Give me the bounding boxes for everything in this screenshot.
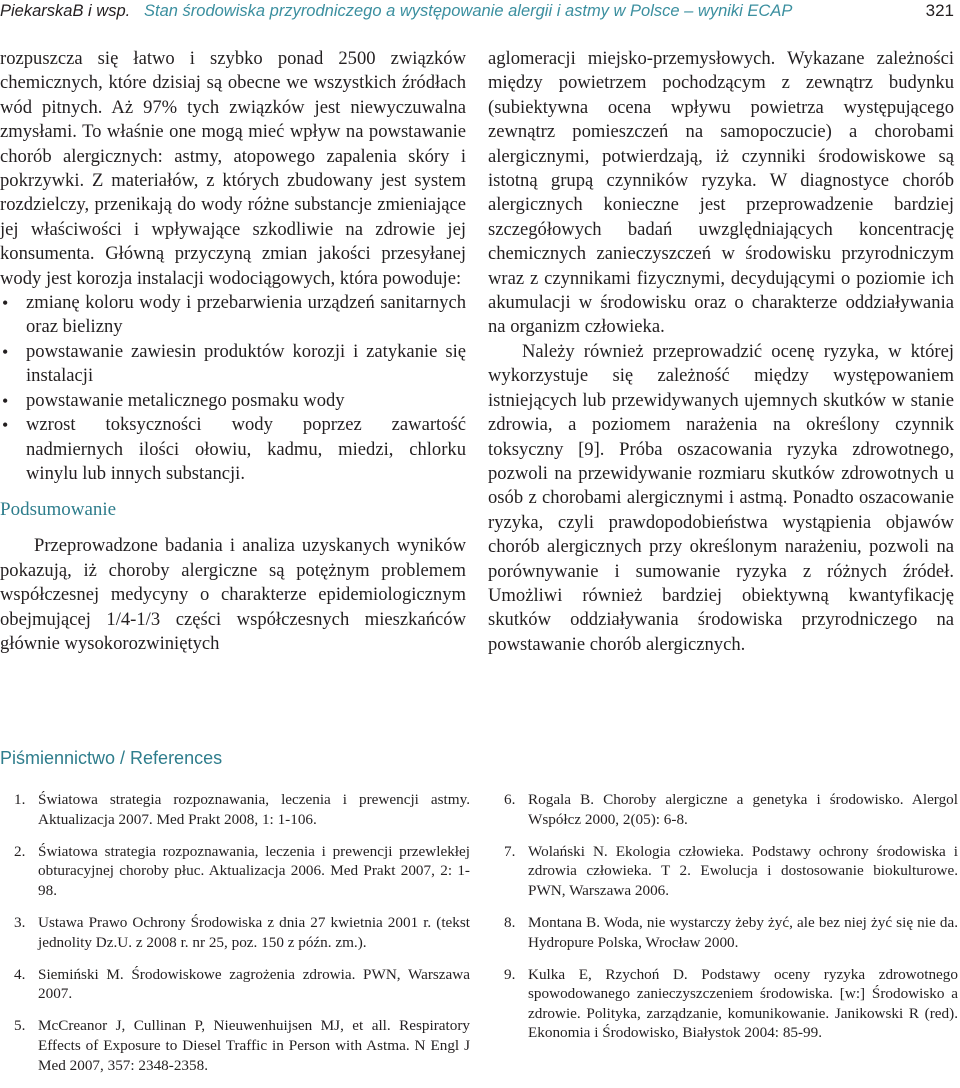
reference-item [0,790,470,829]
running-head-authors: PiekarskaB i wsp. [0,2,131,20]
references-heading: Piśmiennictwo / References [0,748,223,768]
right-column [488,47,954,657]
reference-text: Wolański N. Ekologia człowieka. Podstawy ochrony środowiska i zdrowia człowieka. T 2. Ewolucja i dostosowanie biokulturowe. PWN, Warszawa 2006. [528,842,958,899]
page-header [0,0,960,28]
reference-text: Światowa strategia rozpoznawania, leczenia i prewencji przewlekłej obturacyjnej choroby płuc. Aktualizacja 2006. Med Prakt 2007, 2: 1-98. [38,842,470,899]
reference-number: 9. [504,965,516,983]
bullet-item: • wzrost toksyczności wody poprzez zawartość nadmiernych ilości ołowiu, kadmu, miedzi, chlorku winylu lub innych substancji. [0,413,466,486]
reference-item [496,965,958,1043]
reference-text: Rogala B. Choroby alergiczne a genetyka i środowisko. Alergol Współcz 2000, 2(05): 6-8. [528,791,958,828]
body-paragraph: Należy również przeprowadzić ocenę ryzyka, w której wykorzystuje się zależność między występowaniem istniejących lub przewidywanych ujemnych skutków w stanie zdrowia, a poziomem narażenia na określony czynnik toksyczny [9]. Próba oszacowania ryzyka zdrowotnego, pozwoli na przewidywanie rozmiaru skutków zdrowotnych u osób z chorobami alergicznymi i astmą. Ponadto oszacowanie ryzyka, czyli prawdopodobieństwa wystąpienia objawów chorób alergicznych przy określonym narażeniu, pozwoli na porównywanie i sumowanie ryzyka z różnych źródeł. Umożliwi również bardziej obiektywną kwantyfikację skutków oddziaływania środowiska przyrodniczego na powstawanie chorób alergicznych. [488,340,954,655]
bullet-item: • powstawanie metalicznego posmaku wody [0,389,466,413]
reference-number: 2. [14,842,26,860]
reference-number: 6. [504,791,516,808]
bullet-list [0,291,466,486]
section-heading: Podsumowanie [0,499,117,521]
bullet-item: • zmianę koloru wody i przebarwienia urządzeń sanitarnych oraz bielizny [0,291,466,340]
reference-number: 4. [14,965,26,983]
reference-text: McCreanor J, Cullinan P, Nieuwenhuijsen MJ, et all. Respiratory Effects of Exposure to Diesel Traffic in Person with Astma. N Engl J Med 2007, 357: 2348-2358. [38,1017,470,1074]
references-list-right [496,790,958,1056]
bullet-item: • powstawanie zawiesin produktów korozji i zatykanie się instalacji [0,340,466,389]
reference-number: 8. [504,913,516,931]
reference-text: Ustawa Prawo Ochrony Środowiska z dnia 27 kwietnia 2001 r. (tekst jednolity Dz.U. z 2008 r. nr 25, poz. 150 z późn. zm.). [38,913,470,951]
body-paragraph: aglomeracji miejsko-przemysłowych. Wykazane zależności między powietrzem pochodzącym z zewnątrz budynku (subiektywna ocena wpływu powietrza występującego zewnątrz pomieszczeń na samopoczucie) a chorobami alergicznymi, potwierdzają, iż czynniki środowiskowe są istotną grupą czynników ryzyka. W diagnostyce chorób alergicznych konieczne jest przeprowadzenie bardziej szczegółowych badań uwzględniających koncentrację chemicznych zanieczyszczeń w środowisku przyrodniczym wraz z czynnikami fizycznymi, decydującymi o poziomie ich akumulacji w środowisku oraz o charakterze oddziaływania na organizm człowieka. [488,48,954,338]
reference-number: 7. [504,842,516,860]
reference-item [0,965,470,1004]
reference-number: 5. [14,1017,26,1035]
reference-item [0,913,470,952]
reference-text: Montana B. Woda, nie wystarczy żeby żyć, ale bez niej żyć się nie da. Hydropure Polska, Wrocław 2000. [528,913,958,951]
reference-text: Światowa strategia rozpoznawania, leczenia i prewencji astmy. Aktualizacja 2007. Med Prakt 2008, 1: 1-106. [38,791,470,828]
reference-text: Kulka E, Rzychoń D. Podstawy oceny ryzyka zdrowotnego spowodowanego zanieczyszczeniem środowiska. [w:] Środowisko a zdrowie. Polityka, zarządzanie, komunikowanie. Janikowski R (red). Ekonomia i Środowisko, Białystok 2004: 85-99. [528,965,958,1042]
reference-item [496,790,958,829]
reference-item [0,842,470,901]
reference-number: 3. [14,913,26,931]
reference-item [496,913,958,952]
reference-item [0,1016,470,1075]
running-head-title: Stan środowiska przyrodniczego a występowanie alergii i astmy w Polsce – wyniki ECAP [144,2,793,20]
reference-item [496,842,958,901]
reference-text: Siemiński M. Środowiskowe zagrożenia zdrowia. PWN, Warszawa 2007. [38,965,470,1003]
body-paragraph: rozpuszcza się łatwo i szybko ponad 2500 związków chemicznych, które dzisiaj są obecne we wszystkich źródłach wód pitnych. Aż 97% tych związków jest niewyczuwalna zmysłami. To właśnie one mogą mieć wpływ na powstawanie chorób alergicznych: astmy, atopowego zapalenia skóry i pokrzywki. Z materiałów, z których zbudowany jest system rozdzielczy, przenikają do wody różne substancje zmieniające jej właściwości i wpływające szkodliwie na zdrowie jej konsumenta. Główną przyczyną zmian jakości przesyłanej wody jest korozja instalacji wodociągowych, która powoduje: [0,48,466,289]
body-paragraph: Przeprowadzone badania i analiza uzyskanych wyników pokazują, iż choroby alergiczne są potężnym problemem współczesnej medycyny o charakterze epidemiologicznym obejmującej 1/4-1/3 części współczesnych mieszkańców głównie wysokorozwiniętych [0,535,466,654]
page-number: 321 [925,1,954,20]
reference-number: 1. [14,791,26,808]
left-column [0,47,466,656]
references-list-left [0,790,470,1088]
